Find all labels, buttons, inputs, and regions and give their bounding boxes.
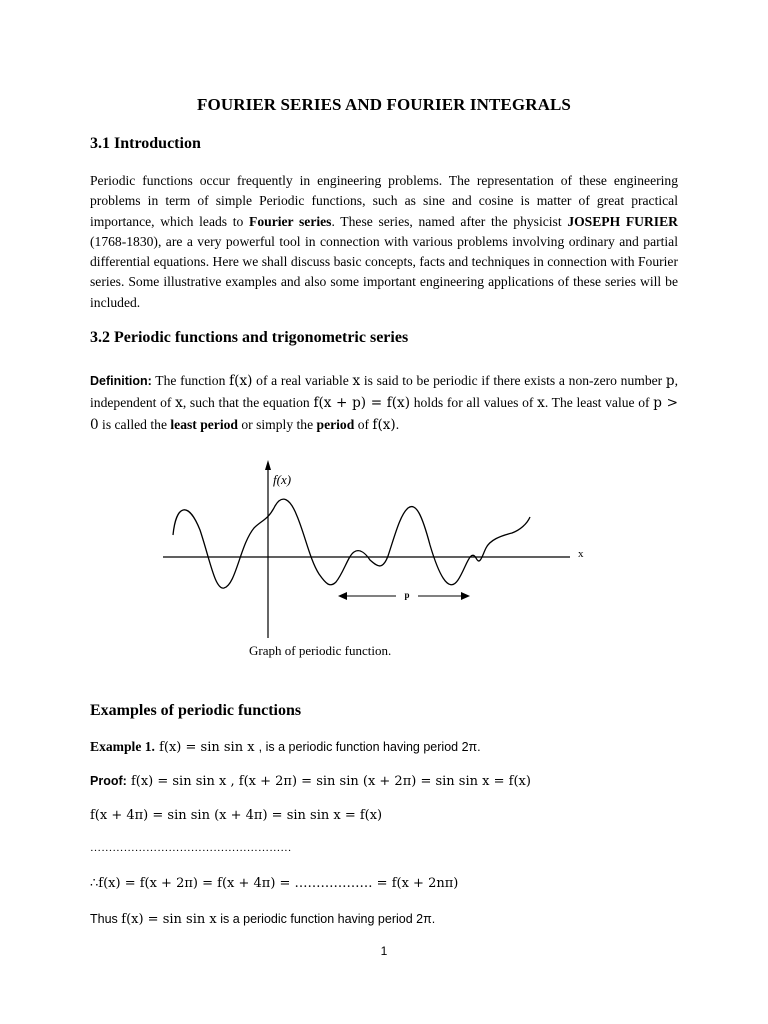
intro-text-3: (1768-1830), are a very powerful tool in connection with various problems involving ordinary and partial differential equations. Here we shall discuss basic concepts, facts and techniques in connection with Fourier series. Some illustrative examples and also some important engineering applications of these series will be included. (90, 233, 678, 310)
section-heading-introduction: 3.1 Introduction (90, 135, 201, 152)
example-1-text: , is a periodic function having period 2π. (258, 740, 481, 754)
def-text: is called the (98, 417, 171, 432)
def-math: x (175, 395, 183, 411)
example-1 (90, 739, 481, 755)
def-text: , such that the equation (182, 395, 314, 410)
intro-bold-joseph-furier: JOSEPH FURIER (567, 213, 678, 229)
def-math: p > 0 (90, 395, 678, 433)
proof-line (90, 773, 531, 789)
continuation-dots: ……………………………………………… (90, 842, 292, 854)
section-heading-periodic-functions: 3.2 Periodic functions and trigonometric series (90, 329, 409, 346)
example-1-math: f(x) = sin sin x (154, 740, 259, 755)
period-arrowhead-left (338, 592, 347, 600)
proof-math: f(x) = sin sin x , f(x + 2π) = sin sin (x + 2π) = sin sin x = f(x) (126, 774, 531, 789)
def-text: holds for all values of (410, 395, 538, 410)
period-arrowhead-right (461, 592, 470, 600)
def-math: x (537, 395, 545, 411)
def-text: of (354, 417, 373, 432)
def-math: f(x + p) = f(x) (313, 395, 411, 411)
proof-label: Proof: (90, 774, 127, 788)
def-text: is said to be periodic if there exists a non-zero number (360, 373, 666, 388)
definition-label: Definition: (90, 374, 152, 388)
period-label: p (404, 590, 410, 600)
def-math: x (352, 373, 361, 389)
intro-text-2: . These series, named after the physicist (331, 213, 568, 229)
def-text: , independent of (90, 373, 679, 410)
proof-line-4: ∴f(x) = f(x + 2π) = f(x + 4π) = ……………… = f(x + 2nπ) (90, 876, 459, 891)
def-text: The function (151, 373, 230, 388)
def-text: . (395, 417, 400, 432)
y-axis-label: f(x) (273, 472, 292, 487)
proof-line-2: f(x + 4π) = sin sin (x + 4π) = sin sin x = f(x) (90, 808, 383, 823)
section-heading-examples: Examples of periodic functions (90, 702, 302, 719)
def-math: f(x) (229, 373, 253, 389)
conclusion-math: f(x) = sin sin x (121, 912, 217, 927)
def-text: or simply the (237, 417, 317, 432)
def-text: . The least value of (544, 395, 654, 410)
def-math: p (665, 373, 675, 389)
x-axis-label: x (578, 548, 584, 560)
def-math: f(x) (372, 417, 396, 433)
def-bold-period: period (316, 417, 355, 432)
y-axis-arrowhead (265, 460, 271, 470)
periodic-curve (173, 499, 530, 588)
conclusion-text-2: is a periodic function having period 2π. (216, 912, 436, 926)
def-text: of a real variable (252, 373, 353, 388)
example-1-label: Example 1. (90, 739, 155, 754)
conclusion-text-1: Thus (90, 912, 122, 926)
figure-caption: Graph of periodic function. (249, 643, 392, 658)
page-number: 1 (380, 944, 388, 958)
intro-text-1: Periodic functions occur frequently in engineering problems. The representation of these engineering problems in term of simple Periodic functions, such as sine and cosine is matter of great practical importance, which leads to (90, 173, 678, 229)
page-title: FOURIER SERIES AND FOURIER INTEGRALS (197, 95, 571, 114)
intro-bold-fourier-series: Fourier series (249, 213, 332, 229)
def-bold-least-period: least period (170, 417, 238, 432)
conclusion-line (90, 911, 435, 927)
